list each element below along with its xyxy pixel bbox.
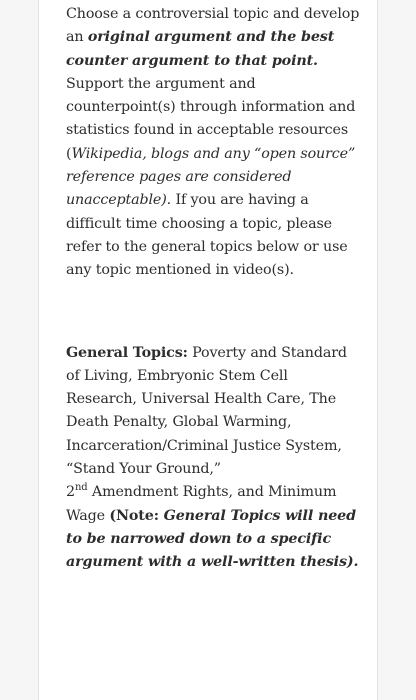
closing-text: If you are having a difficult time choosing a topic, please refer to the general topics below or use any topic mentioned in video(s). — [66, 192, 348, 279]
topics-list-text-2: Amendment Rights, and Minimum Wage — [66, 484, 337, 524]
ordinal-suffix: nd — [74, 482, 88, 494]
unacceptable-sources-text: Wikipedia, blogs and any “open source” reference pages are considered unacceptable). — [66, 145, 356, 209]
assignment-paragraph — [66, 3, 360, 283]
intro-text: Choose a controversial topic and develop an — [66, 6, 360, 46]
topics-list-text: Poverty and Standard of Living, Embryonic Stem Cell Research, Universal Health Care, The Death Penalty, Global Warming, Incarceration/Criminal Justice System, “Stand Your Ground,” — [66, 344, 347, 478]
general-topics-paragraph — [66, 342, 360, 575]
note-label: (Note: — [109, 507, 159, 524]
emphasis-text: original argument and the best counter argument to that point. — [66, 29, 335, 69]
general-topics-heading: General Topics: — [66, 344, 188, 361]
amendment-number: 2 — [66, 484, 75, 501]
document-content — [66, 3, 360, 575]
support-text: Support the argument and counterpoint(s) through information and statistics found in acceptable resources ( — [66, 75, 356, 162]
note-text: General Topics will need to be narrowed down to a specific argument with a well-written thesis). — [66, 507, 359, 571]
